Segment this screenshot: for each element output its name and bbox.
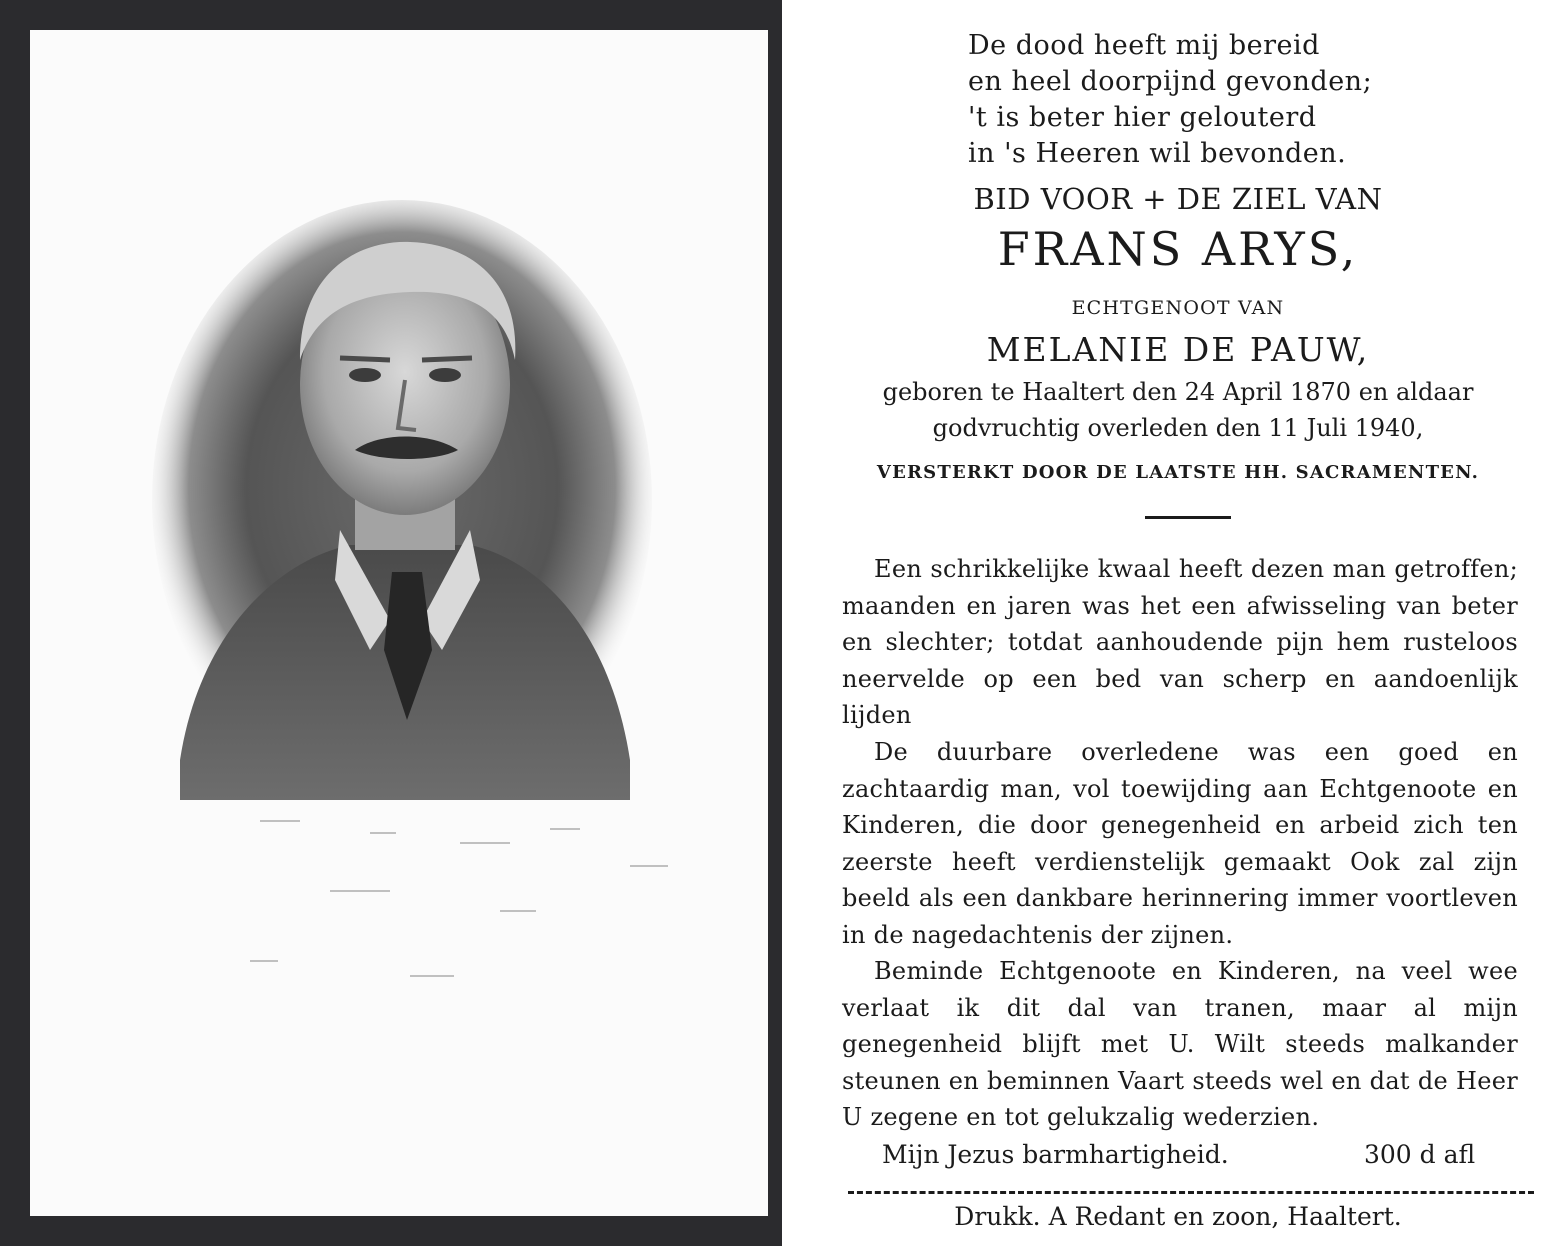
echtgenoot-van-label: ECHTGENOOT VAN	[1071, 297, 1285, 319]
paragraph-farewell: Beminde Echtgenoote en Kinderen, na veel wee verlaat ik dit dal van tranen, maar al mijn genegenheid blijft met U. Wilt steeds malkander steunen en beminnen Vaart steeds wel en dat de Heer U zegene en tot gelukzalig wederzien.	[842, 957, 1518, 1131]
poem	[968, 28, 1372, 172]
poem-line: en heel doorpijnd gevonden;	[968, 66, 1373, 97]
portrait-photo	[140, 200, 660, 800]
sacraments-line: VERSTERKT DOOR DE LAATSTE HH. SACRAMENTEN.	[876, 462, 1480, 483]
paragraph-illness: Een schrikkelijke kwaal heeft dezen man getroffen; maanden en jaren was het een afwisseling van beter en slechter; totdat aanhoudende pijn hem rusteloos neervelde op een bed van scherp en aandoenlijk lijden	[842, 555, 1518, 729]
poem-line: in 's Heeren wil bevonden.	[968, 138, 1347, 169]
memorial-text-panel	[790, 0, 1566, 1246]
photo-card	[0, 0, 782, 1246]
deceased-name: FRANS ARYS,	[997, 222, 1359, 276]
footer-rule	[848, 1191, 1534, 1194]
died-line: godvruchtig overleden den 11 Juli 1940,	[932, 414, 1424, 442]
spouse-name: MELANIE DE PAUW,	[986, 330, 1370, 369]
printer-credit: Drukk. A Redant en zoon, Haaltert.	[954, 1202, 1402, 1231]
born-line: geboren te Haaltert den 24 April 1870 en aldaar	[882, 378, 1474, 406]
prayer-line: Mijn Jezus barmhartigheid.	[882, 1140, 1229, 1169]
separator-rule	[1145, 516, 1231, 519]
right-eye	[429, 368, 461, 382]
poem-line: 't is beter hier gelouterd	[968, 102, 1317, 133]
bid-voor-heading: BID VOOR + DE ZIEL VAN	[973, 182, 1383, 216]
left-brow	[340, 358, 390, 360]
right-brow	[422, 358, 472, 360]
paragraph-character: De duurbare overledene was een goed en zachtaardig man, vol toewijding aan Echtgenoote en Kinderen, die door genegenheid en arbeid zich ten zeerste heeft verdienstelijk gemaakt Ook zal zijn beeld als een dankbare herinnering immer voortleven in de nagedachtenis der zijnen.	[842, 738, 1518, 949]
poem-line: De dood heeft mij bereid	[968, 30, 1320, 61]
left-eye	[349, 368, 381, 382]
photo-background	[30, 30, 768, 1216]
indulgence-line: 300 d afl	[1364, 1140, 1476, 1169]
portrait-illustration	[140, 200, 660, 800]
